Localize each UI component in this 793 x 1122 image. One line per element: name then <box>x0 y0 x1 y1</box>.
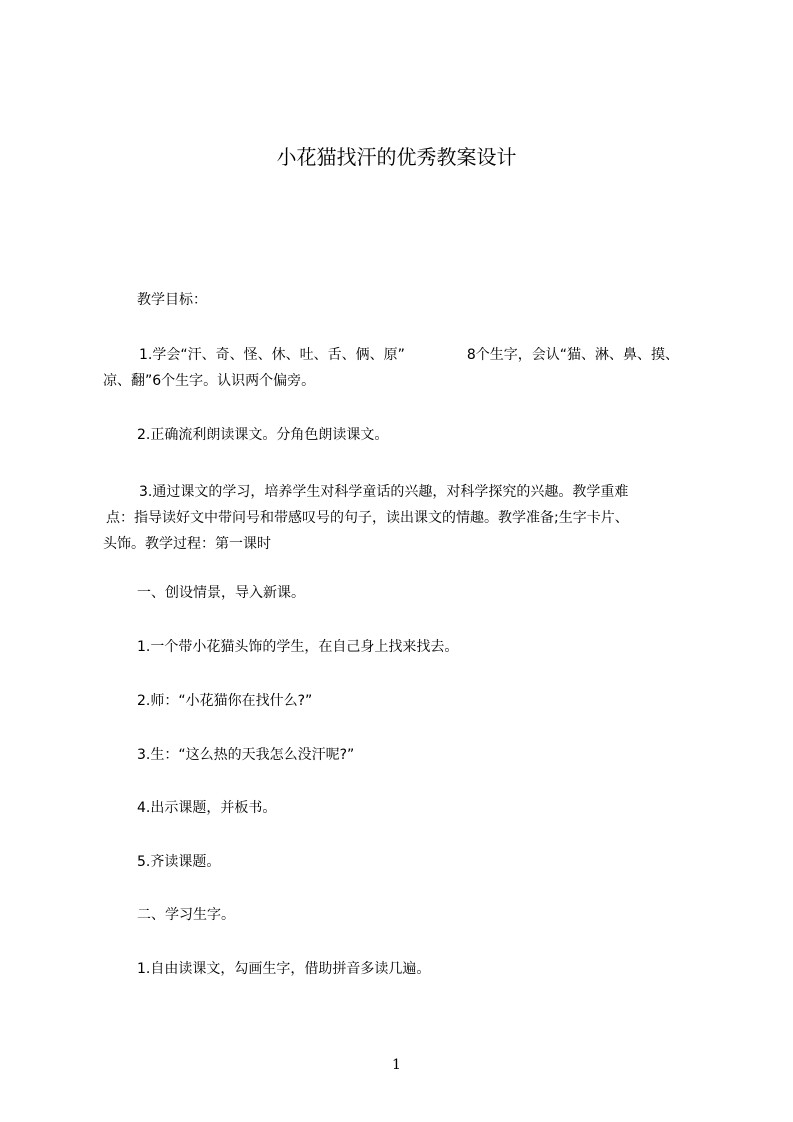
objective-2-paragraph: 2.正确流利朗读课文。分角色朗读课文。 <box>137 427 389 443</box>
objective-3-paragraph <box>103 479 711 557</box>
objective-1-line-1 <box>103 342 711 368</box>
teaching-objectives-heading: 教学目标： <box>137 292 207 308</box>
document-title: 小花猫找汗的优秀教案设计 <box>276 145 517 169</box>
section-1-heading: 一、创设情景，导入新课。 <box>137 585 305 601</box>
objective-1-line-1-part-b: 8个生字，会认“猫、淋、鼻、摸、 <box>466 347 680 363</box>
objective-1-line-2: 凉、翻”6个生字。认识两个偏旁。 <box>103 373 316 389</box>
objective-3-line-3: 头饰。教学过程：第一课时 <box>103 536 271 552</box>
section-2-heading: 二、学习生字。 <box>137 907 235 923</box>
step-5-paragraph: 5.齐读课题。 <box>137 854 221 870</box>
step-3-paragraph: 3.生：“这么热的天我怎么没汗呢?” <box>137 747 355 763</box>
objective-1-line-1-part-a: 1.学会“汗、奇、怪、休、吐、舌、俩、原” <box>139 347 405 363</box>
step-1-paragraph: 1.一个带小花猫头饰的学生，在自己身上找来找去。 <box>137 639 459 655</box>
objective-3-line-1: 3.通过课文的学习，培养学生对科学童话的兴趣，对科学探究的兴趣。教学重难 <box>139 484 629 500</box>
page-number: 1 <box>392 1057 401 1073</box>
step-4-paragraph: 4.出示课题，并板书。 <box>137 800 277 816</box>
objective-3-line-2: 点：指导读好文中带问号和带感叹号的句子，读出课文的情趣。教学准备;生字卡片、 <box>106 510 629 526</box>
objective-1-paragraph <box>103 342 711 394</box>
step-2-paragraph: 2.师：“小花猫你在找什么?” <box>137 693 313 709</box>
section-2-step-1-paragraph: 1.自由读课文，勾画生字，借助拼音多读几遍。 <box>137 961 431 977</box>
